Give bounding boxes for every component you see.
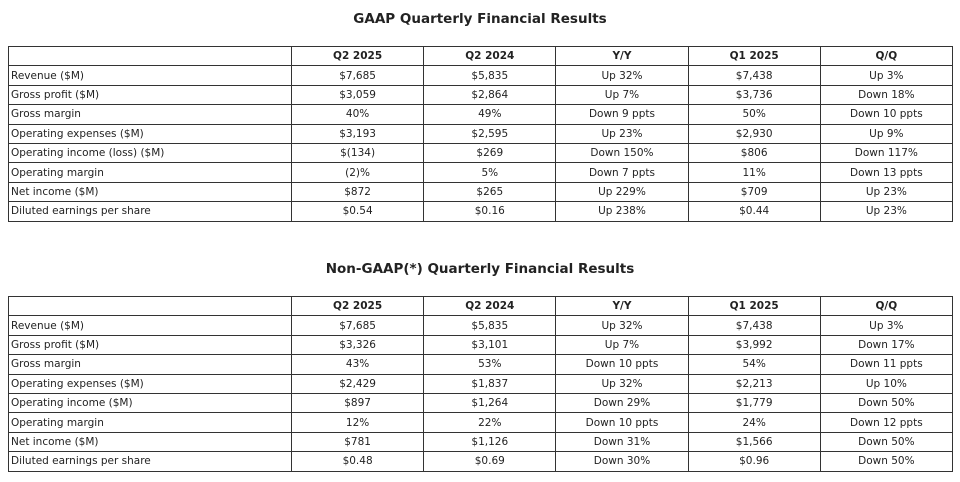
table-cell: Up 32% [556,374,688,393]
row-label: Revenue ($M) [9,316,292,335]
table-cell: Down 18% [820,85,952,104]
row-label: Gross profit ($M) [9,335,292,354]
row-label: Operating expenses ($M) [9,374,292,393]
table-row [9,393,953,412]
row-label: Net income ($M) [9,432,292,451]
table-row [9,432,953,451]
row-label: Operating margin [9,163,292,182]
column-header: Q2 2024 [424,47,556,66]
row-label: Gross margin [9,105,292,124]
table-cell: Up 3% [820,316,952,335]
table-cell: Up 10% [820,374,952,393]
header-cell-empty [9,47,292,66]
table-cell: 12% [292,413,424,432]
table-cell: $3,326 [292,335,424,354]
table-cell: $7,685 [292,316,424,335]
table-row [9,355,953,374]
table-cell: Up 238% [556,202,688,221]
non-gaap-results-table [8,296,953,472]
table-cell: $7,438 [688,66,820,85]
row-label: Operating margin [9,413,292,432]
table-cell: 22% [424,413,556,432]
column-header: Q2 2025 [292,47,424,66]
table-cell: Up 229% [556,182,688,201]
table-cell: $2,213 [688,374,820,393]
table-row [9,105,953,124]
table-cell: Up 23% [820,182,952,201]
table-cell: Up 23% [820,202,952,221]
table-cell: $3,101 [424,335,556,354]
table-cell: $0.48 [292,452,424,471]
table-cell: 54% [688,355,820,374]
table-cell: Up 3% [820,66,952,85]
table-row [9,124,953,143]
table-cell: $3,193 [292,124,424,143]
table-cell: Down 117% [820,143,952,162]
table-cell: Up 7% [556,85,688,104]
table-cell: Up 32% [556,66,688,85]
table-cell: $1,837 [424,374,556,393]
table-row [9,66,953,85]
row-label: Operating income (loss) ($M) [9,143,292,162]
table-cell: Down 10 ppts [820,105,952,124]
table-cell: $5,835 [424,66,556,85]
table-cell: 43% [292,355,424,374]
table-cell: Up 7% [556,335,688,354]
column-header: Q2 2024 [424,297,556,316]
table-cell: Up 32% [556,316,688,335]
table-cell: 5% [424,163,556,182]
table-cell: Down 9 ppts [556,105,688,124]
table-cell: 24% [688,413,820,432]
table-cell: $1,126 [424,432,556,451]
table-row [9,163,953,182]
table-cell: $2,864 [424,85,556,104]
table-cell: Down 50% [820,393,952,412]
table-cell: 40% [292,105,424,124]
table-cell: $0.54 [292,202,424,221]
table-cell: Down 29% [556,393,688,412]
table-cell: $7,685 [292,66,424,85]
table-cell: Down 150% [556,143,688,162]
table-row [9,182,953,201]
table-row [9,452,953,471]
column-header: Q1 2025 [688,47,820,66]
table-row [9,202,953,221]
table-cell: Down 11 ppts [820,355,952,374]
table-cell: Up 23% [556,124,688,143]
table-cell: $3,736 [688,85,820,104]
row-label: Net income ($M) [9,182,292,201]
row-label: Gross margin [9,355,292,374]
column-header: Q/Q [820,297,952,316]
table-header-row [9,297,953,316]
table-cell: $0.44 [688,202,820,221]
table-cell: $3,059 [292,85,424,104]
table-row [9,374,953,393]
column-header: Q2 2025 [292,297,424,316]
table-cell: Down 7 ppts [556,163,688,182]
table-cell: $7,438 [688,316,820,335]
non-gaap-table-title: Non-GAAP(*) Quarterly Financial Results [325,261,635,277]
table-cell: 11% [688,163,820,182]
table-cell: $265 [424,182,556,201]
table-cell: 49% [424,105,556,124]
header-cell-empty [9,297,292,316]
table-cell: 53% [424,355,556,374]
table-cell: $1,264 [424,393,556,412]
row-label: Operating income ($M) [9,393,292,412]
column-header: Q1 2025 [688,297,820,316]
table-cell: Down 10 ppts [556,355,688,374]
table-cell: $781 [292,432,424,451]
column-header: Y/Y [556,297,688,316]
table-cell: $0.69 [424,452,556,471]
table-cell: $0.96 [688,452,820,471]
column-header: Y/Y [556,47,688,66]
table-cell: Down 12 ppts [820,413,952,432]
table-cell: $2,930 [688,124,820,143]
row-label: Gross profit ($M) [9,85,292,104]
table-cell: $2,429 [292,374,424,393]
table-cell: $5,835 [424,316,556,335]
table-row [9,85,953,104]
table-cell: $897 [292,393,424,412]
table-cell: Down 17% [820,335,952,354]
table-row [9,316,953,335]
table-cell: $269 [424,143,556,162]
table-cell: $(134) [292,143,424,162]
table-cell: $1,566 [688,432,820,451]
table-cell: Down 50% [820,432,952,451]
table-cell: $806 [688,143,820,162]
row-label: Diluted earnings per share [9,452,292,471]
row-label: Operating expenses ($M) [9,124,292,143]
table-cell: Down 30% [556,452,688,471]
table-cell: $0.16 [424,202,556,221]
table-row [9,335,953,354]
table-cell: $872 [292,182,424,201]
table-cell: (2)% [292,163,424,182]
gaap-table-title: GAAP Quarterly Financial Results [353,11,607,27]
table-cell: 50% [688,105,820,124]
table-cell: Down 10 ppts [556,413,688,432]
table-cell: Down 31% [556,432,688,451]
table-cell: Down 13 ppts [820,163,952,182]
table-row [9,413,953,432]
table-cell: Down 50% [820,452,952,471]
table-header-row [9,47,953,66]
table-cell: $1,779 [688,393,820,412]
table-cell: Up 9% [820,124,952,143]
table-cell: $2,595 [424,124,556,143]
table-row [9,143,953,162]
row-label: Revenue ($M) [9,66,292,85]
column-header: Q/Q [820,47,952,66]
row-label: Diluted earnings per share [9,202,292,221]
table-cell: $709 [688,182,820,201]
gaap-results-table [8,46,953,222]
table-cell: $3,992 [688,335,820,354]
